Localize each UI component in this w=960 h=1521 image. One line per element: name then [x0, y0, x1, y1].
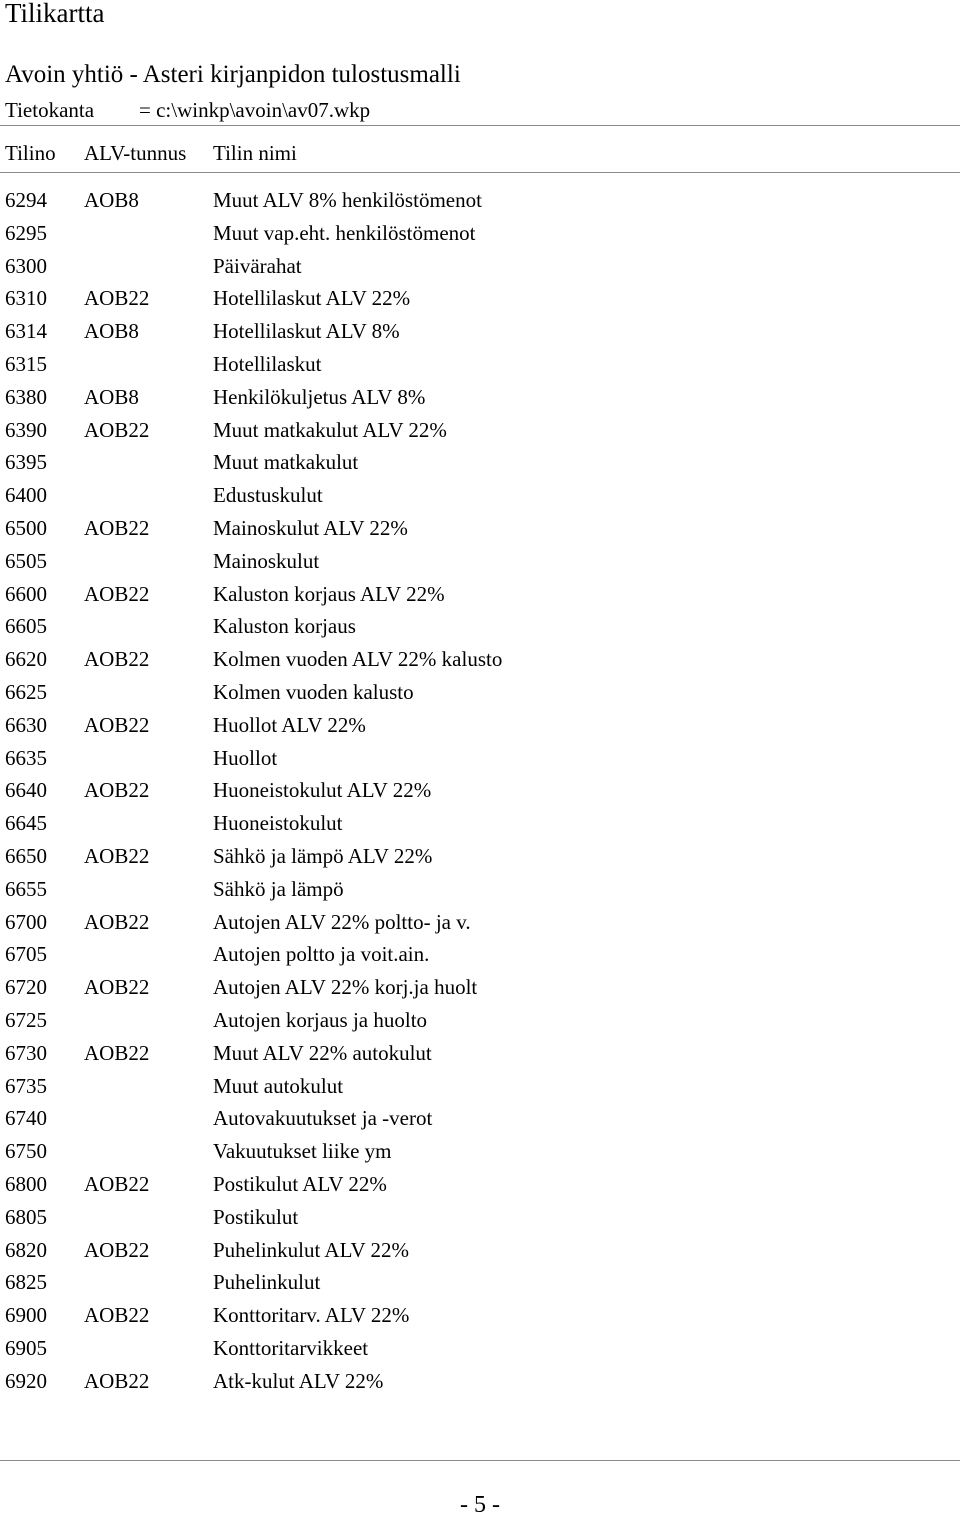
table-row [0, 873, 960, 906]
account-name: Muut matkakulut [213, 450, 359, 475]
account-name: Sähkö ja lämpö ALV 22% [213, 843, 433, 868]
account-number: 6600 [5, 581, 47, 606]
account-number: 6900 [5, 1303, 47, 1328]
account-name: Autovakuutukset ja -verot [213, 1106, 433, 1131]
account-number: 6820 [5, 1237, 47, 1262]
account-number: 6300 [5, 253, 47, 278]
account-name: Kaluston korjaus [213, 614, 356, 639]
divider-top [0, 125, 960, 126]
table-row [0, 512, 960, 545]
table-row [0, 1365, 960, 1398]
table-row [0, 217, 960, 250]
table-row [0, 282, 960, 315]
vat-code: AOB22 [84, 515, 150, 540]
vat-code: AOB22 [84, 975, 150, 1000]
account-number: 6800 [5, 1171, 47, 1196]
account-number: 6505 [5, 548, 47, 573]
table-row [0, 742, 960, 775]
vat-code: AOB22 [84, 1040, 150, 1065]
table-row [0, 381, 960, 414]
table-row [0, 250, 960, 283]
account-name: Päivärahat [213, 253, 302, 278]
account-name: Hotellilaskut ALV 8% [213, 319, 400, 344]
table-row [0, 479, 960, 512]
account-name: Puhelinkulut [213, 1270, 321, 1295]
database-line [5, 96, 370, 124]
account-number: 6294 [5, 188, 47, 212]
database-label: Tietokanta [5, 98, 95, 122]
account-name: Hotellilaskut ALV 22% [213, 286, 411, 311]
account-name: Postikulut ALV 22% [213, 1171, 387, 1196]
vat-code: AOB8 [84, 188, 139, 212]
table-row [0, 676, 960, 709]
account-number: 6605 [5, 614, 47, 639]
account-name: Autojen ALV 22% korj.ja huolt [213, 975, 478, 1000]
vat-code: AOB22 [84, 417, 150, 442]
account-name: Vakuutukset liike ym [213, 1139, 392, 1164]
account-name: Huollot ALV 22% [213, 712, 366, 737]
table-row [0, 446, 960, 479]
table-row [0, 971, 960, 1004]
account-name: Huollot [213, 745, 278, 770]
account-number: 6640 [5, 778, 47, 803]
page-number: - 5 - [460, 1492, 500, 1518]
account-number: 6380 [5, 384, 47, 409]
account-number: 6735 [5, 1073, 47, 1098]
table-row [0, 610, 960, 643]
divider-footer [0, 1460, 960, 1461]
table-row [0, 1332, 960, 1365]
table-row [0, 643, 960, 676]
table-row [0, 1201, 960, 1234]
account-number: 6805 [5, 1204, 47, 1229]
account-number: 6725 [5, 1007, 47, 1032]
account-name: Mainoskulut [213, 548, 320, 573]
database-value: = c:\winkp\avoin\av07.wkp [139, 98, 371, 122]
account-name: Huoneistokulut [213, 811, 343, 836]
account-number: 6625 [5, 679, 47, 704]
table-row [0, 774, 960, 807]
table-row [0, 1299, 960, 1332]
table-row [0, 315, 960, 348]
account-name: Hotellilaskut [213, 351, 322, 376]
account-number: 6730 [5, 1040, 47, 1065]
table-row [0, 807, 960, 840]
vat-code: AOB8 [84, 384, 139, 409]
vat-code: AOB22 [84, 909, 150, 934]
account-number: 6720 [5, 975, 47, 1000]
vat-code: AOB22 [84, 1237, 150, 1262]
account-name: Kolmen vuoden kalusto [213, 679, 414, 704]
table-row [0, 709, 960, 742]
account-name: Konttoritarv. ALV 22% [213, 1303, 410, 1328]
account-number: 6905 [5, 1335, 47, 1360]
table-row [0, 1168, 960, 1201]
header-account: Tilino [5, 141, 56, 165]
table-row [0, 348, 960, 381]
table-row [0, 906, 960, 939]
page-title: Tilikartta [5, 0, 105, 28]
account-number: 6500 [5, 515, 47, 540]
account-name: Sähkö ja lämpö [213, 876, 344, 901]
table-row [0, 1135, 960, 1168]
account-name: Kaluston korjaus ALV 22% [213, 581, 445, 606]
account-number: 6315 [5, 351, 47, 376]
table-row [0, 578, 960, 611]
table-row [0, 1004, 960, 1037]
account-number: 6620 [5, 647, 47, 672]
vat-code: AOB22 [84, 286, 150, 311]
account-number: 6825 [5, 1270, 47, 1295]
company-name: Avoin yhtiö - Asteri kirjanpidon tulostusmalli [5, 61, 461, 88]
account-name: Postikulut [213, 1204, 299, 1229]
account-name: Atk-kulut ALV 22% [213, 1368, 384, 1393]
account-number: 6630 [5, 712, 47, 737]
account-number: 6920 [5, 1368, 47, 1393]
account-name: Autojen ALV 22% poltto- ja v. [213, 909, 471, 934]
account-name: Muut autokulut [213, 1073, 344, 1098]
account-number: 6700 [5, 909, 47, 934]
account-name: Autojen korjaus ja huolto [213, 1007, 428, 1032]
vat-code: AOB8 [84, 319, 139, 344]
vat-code: AOB22 [84, 778, 150, 803]
account-name: Muut vap.eht. henkilöstömenot [213, 220, 476, 245]
vat-code: AOB22 [84, 1171, 150, 1196]
table-row [0, 1037, 960, 1070]
account-name: Henkilökuljetus ALV 8% [213, 384, 426, 409]
account-name: Kolmen vuoden ALV 22% kalusto [213, 647, 503, 672]
account-number: 6650 [5, 843, 47, 868]
vat-code: AOB22 [84, 581, 150, 606]
table-row [0, 1266, 960, 1299]
account-number: 6635 [5, 745, 47, 770]
table-row [0, 938, 960, 971]
account-number: 6395 [5, 450, 47, 475]
account-table [0, 184, 960, 1397]
account-number: 6314 [5, 319, 47, 344]
account-number: 6740 [5, 1106, 47, 1131]
account-number: 6390 [5, 417, 47, 442]
table-row [0, 1070, 960, 1103]
account-number: 6750 [5, 1139, 47, 1164]
table-row [0, 545, 960, 578]
header-account-name: Tilin nimi [213, 141, 297, 165]
account-number: 6645 [5, 811, 47, 836]
account-name: Huoneistokulut ALV 22% [213, 778, 432, 803]
account-name: Puhelinkulut ALV 22% [213, 1237, 410, 1262]
vat-code: AOB22 [84, 1303, 150, 1328]
account-name: Muut matkakulut ALV 22% [213, 417, 447, 442]
account-name: Edustuskulut [213, 483, 323, 508]
divider-header [0, 172, 960, 173]
vat-code: AOB22 [84, 647, 150, 672]
vat-code: AOB22 [84, 712, 150, 737]
table-row [0, 414, 960, 447]
account-name: Konttoritarvikkeet [213, 1335, 369, 1360]
header-vat-code: ALV-tunnus [84, 141, 187, 165]
vat-code: AOB22 [84, 843, 150, 868]
account-number: 6295 [5, 220, 47, 245]
table-row [0, 184, 960, 217]
account-name: Mainoskulut ALV 22% [213, 515, 408, 540]
account-number: 6400 [5, 483, 47, 508]
account-number: 6705 [5, 942, 47, 967]
table-row [0, 1102, 960, 1135]
table-row [0, 840, 960, 873]
account-name: Muut ALV 8% henkilöstömenot [213, 188, 482, 212]
account-name: Autojen poltto ja voit.ain. [213, 942, 430, 967]
account-number: 6655 [5, 876, 47, 901]
table-row [0, 1234, 960, 1267]
account-number: 6310 [5, 286, 47, 311]
vat-code: AOB22 [84, 1368, 150, 1393]
account-name: Muut ALV 22% autokulut [213, 1040, 432, 1065]
